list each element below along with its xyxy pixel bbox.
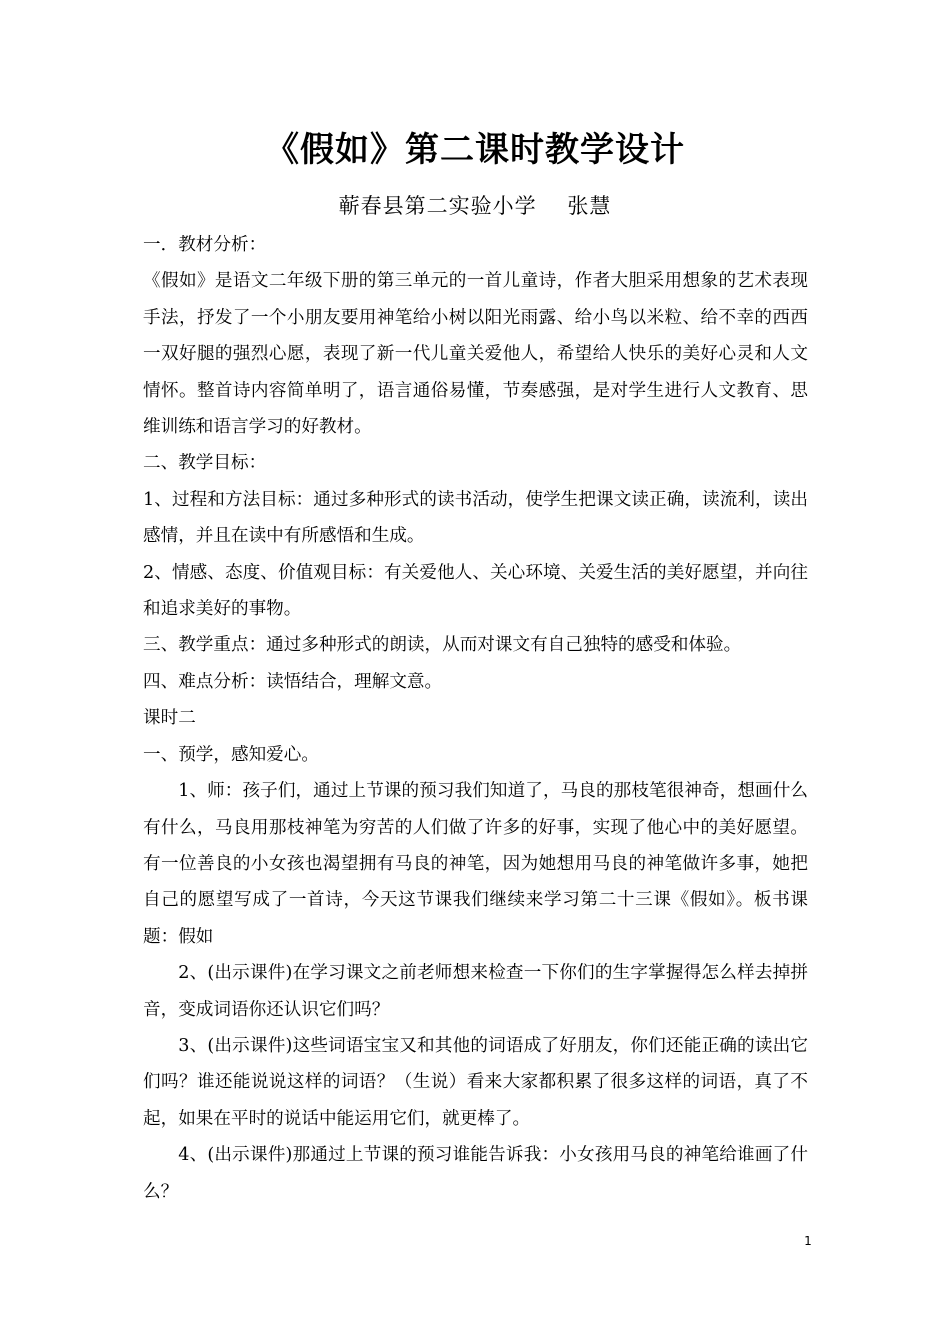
paragraph-analysis: 《假如》是语文二年级下册的第三单元的一首儿童诗，作者大胆采用想象的艺术表现手法，抒发了一个小朋友要用神笔给小树以阳光雨露、给小鸟以米粒、给不幸的西西一双好腿的强烈心愿，表现了新一代儿童关爱他人，希望给人快乐的美好心灵和人文情怀。整首诗内容简单明了，语言通俗易懂，节奏感强，是对学生进行人文教育、思维训练和语言学习的好教材。 bbox=[143, 271, 808, 438]
paragraph-step-4: 4、(出示课件)那通过上节课的预习谁能告诉我：小女孩用马良的神笔给谁画了什么？ bbox=[143, 1145, 808, 1202]
paragraph-step-3: 3、(出示课件)这些词语宝宝又和其他的词语成了好朋友，你们还能正确的读出它们吗？谁还能说说这样的词语？（生说）看来大家都积累了很多这样的词语，真了不起，如果在平时的说话中能运用它们，就更棒了。 bbox=[143, 1035, 808, 1129]
paragraph-goal-1: 1、过程和方法目标：通过多种形式的读书活动，使学生把课文读正确，读流利，读出感情，并且在读中有所感悟和生成。 bbox=[143, 489, 808, 547]
page-number: 1 bbox=[804, 1234, 812, 1248]
paragraph-key-point: 三、教学重点：通过多种形式的朗读，从而对课文有自己独特的感受和体验。 bbox=[143, 635, 742, 656]
section-heading-prestudy: 一、预学，感知爱心。 bbox=[143, 744, 319, 765]
paragraph-step-1: 1、师：孩子们，通过上节课的预习我们知道了，马良的那枝笔很神奇，想画什么有什么，马良用那枝神笔为穷苦的人们做了许多的好事，实现了他心中的美好愿望。有一位善良的小女孩也渴望拥有马良的神笔，因为她想用马良的神笔做许多事，她把自己的愿望写成了一首诗，今天这节课我们继续来学习第二十三课《假如》。板书课题：假如 bbox=[143, 781, 808, 947]
document-body bbox=[143, 227, 808, 1210]
author-line: 蕲春县第二实验小学 张慧 bbox=[338, 194, 612, 218]
section-heading-analysis: 一．教材分析： bbox=[143, 235, 267, 255]
paragraph-difficulty: 四、难点分析：读悟结合，理解文意。 bbox=[143, 671, 443, 692]
lesson-label: 课时二 bbox=[143, 708, 196, 729]
paragraph-step-2: 2、(出示课件)在学习课文之前老师想来检查一下你们的生字掌握得怎么样去掉拼音，变成词语你还认识它们吗？ bbox=[143, 963, 808, 1020]
paragraph-goal-2: 2、情感、态度、价值观目标：有关爱他人、关心环境、关爱生活的美好愿望，并向往和追求美好的事物。 bbox=[143, 562, 808, 620]
document-title: 《假如》第二课时教学设计 bbox=[265, 130, 685, 170]
section-heading-goals: 二、教学目标： bbox=[143, 453, 267, 474]
